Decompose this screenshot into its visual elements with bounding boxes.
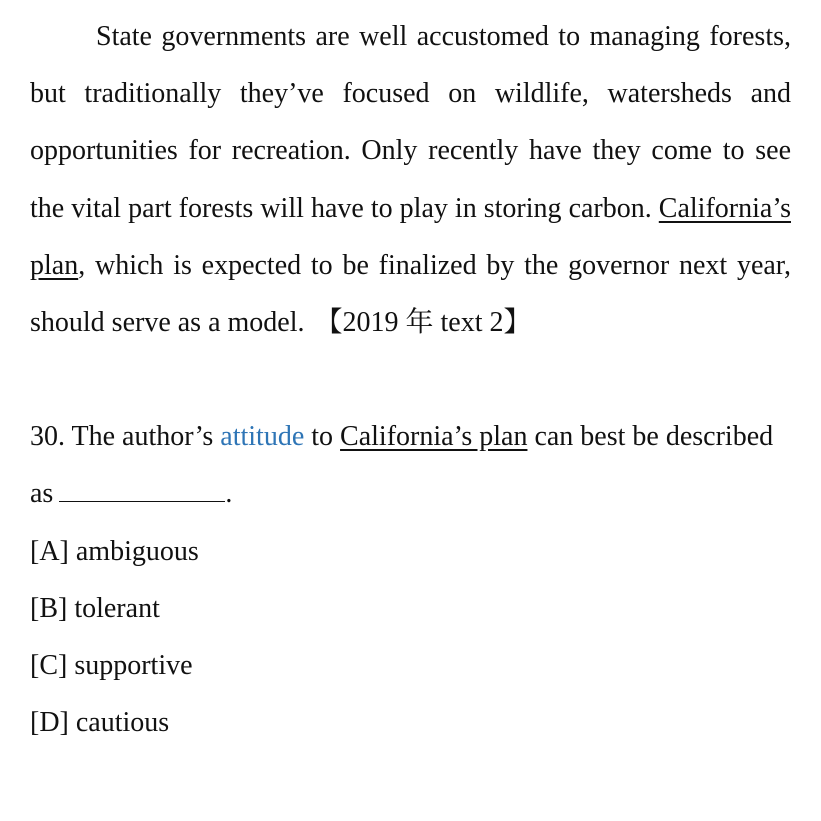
answer-blank	[59, 475, 225, 502]
passage-underlined-phrase: California’s plan	[30, 192, 791, 281]
question-text-1: The author’s	[65, 421, 221, 453]
answer-options	[30, 523, 791, 752]
question-highlight-word: attitude	[220, 421, 305, 453]
option-c: [C] supportive	[30, 650, 193, 682]
document-page	[30, 8, 791, 751]
passage-source: 【2019 年 text 2】	[314, 307, 532, 339]
passage-text-1: State governments are well accustomed to managing forests, but traditionally they’ve focused on wildlife, watersheds and opportunities for recreation. Only recently have they come to see the vital part forests will have to play in storing carbon.	[30, 21, 791, 224]
question-period: .	[225, 478, 233, 510]
question-text-2: to	[304, 421, 341, 453]
question-text-3: can best be described as	[30, 421, 774, 510]
question-number: 30.	[30, 421, 65, 453]
reading-passage	[30, 8, 791, 351]
option-d: [D] cautious	[30, 707, 170, 739]
question-stem	[30, 408, 791, 522]
passage-text-2: , which is expected to be finalized by the governor next year, should serve as a model.	[30, 249, 791, 339]
option-a: [A] ambiguous	[30, 535, 199, 567]
option-b: [B] tolerant	[30, 592, 160, 624]
question-underlined-phrase: California’s plan	[340, 421, 528, 453]
